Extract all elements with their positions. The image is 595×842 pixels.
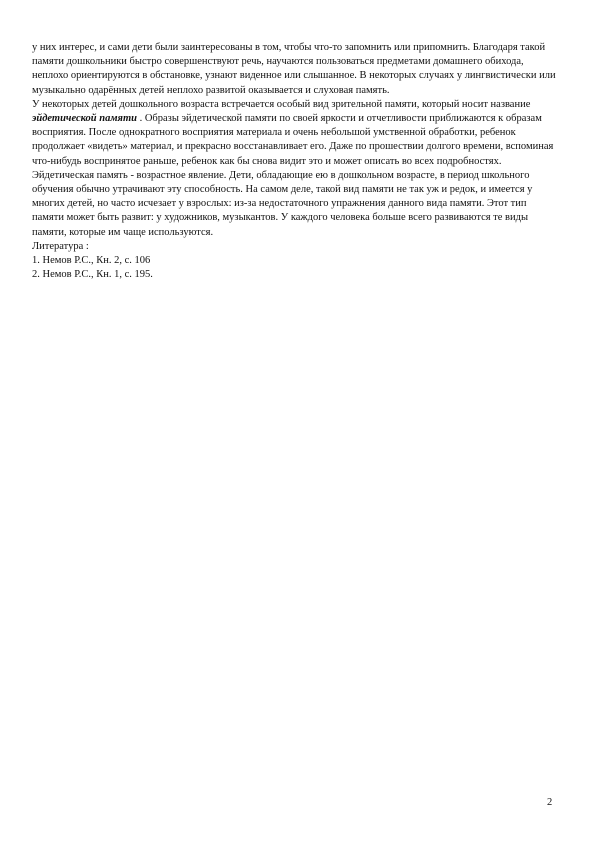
- eidetic-memory-term: эйдетической памяти: [32, 113, 137, 125]
- page-number: 2: [547, 797, 553, 808]
- reference-list: [32, 254, 560, 282]
- page-body: [32, 41, 560, 282]
- paragraph-text-after-term: . Образы эйдетической памяти по своей яркости и отчетливости приближаются к образам восприятия. После однократного восприятия материала и очень небольшой умственной обработки, ребенок продолжает «видеть» материал, и прекрасно восстанавливает его. Даже по прошествии долгого времени, вспоминая что-нибудь воспринятое раньше, ребенок как бы снова видит это и может описать во всех подробностях. Эйдетическая память - возрастное явление. Дети, обладающие ею в дошкольном возрасте, в период школьного обучения обычно утрачивают эту способность. На самом деле, такой вид памяти не так уж и редок, и имеется у многих детей, но часто исчезает у взрослых: из-за недостаточного упражнения данного вида памяти. Этот тип памяти может быть развит: у художников, музыкантов. У каждого человека больше всего развиваются те виды памяти, которые им чаще используются.: [32, 113, 554, 238]
- paragraph-eidetic-memory: [32, 98, 560, 240]
- paragraph-text-before-term: У некоторых детей дошкольного возраста встречается особый вид зрительной памяти, который носит название: [32, 98, 531, 110]
- reference-item: 1. Немов Р.С., Кн. 2, с. 106: [32, 255, 151, 267]
- paragraph-memory-development: у них интерес, и сами дети были заинтересованы в том, чтобы что-то запомнить или припомнить. Благодаря такой памяти дошкольники быстро совершенствуют речь, научаются пользоваться предметами домашнего обихода, неплохо ориентируются в обстановке, узнают виденное или слышанное. В некоторых случаях у лингвистически или музыкально одарённых детей неплохо развитой оказывается и слуховая память.: [32, 42, 556, 96]
- reference-item: 2. Немов Р.С., Кн. 1, с. 195.: [32, 269, 153, 281]
- literature-heading: Литература :: [32, 240, 89, 252]
